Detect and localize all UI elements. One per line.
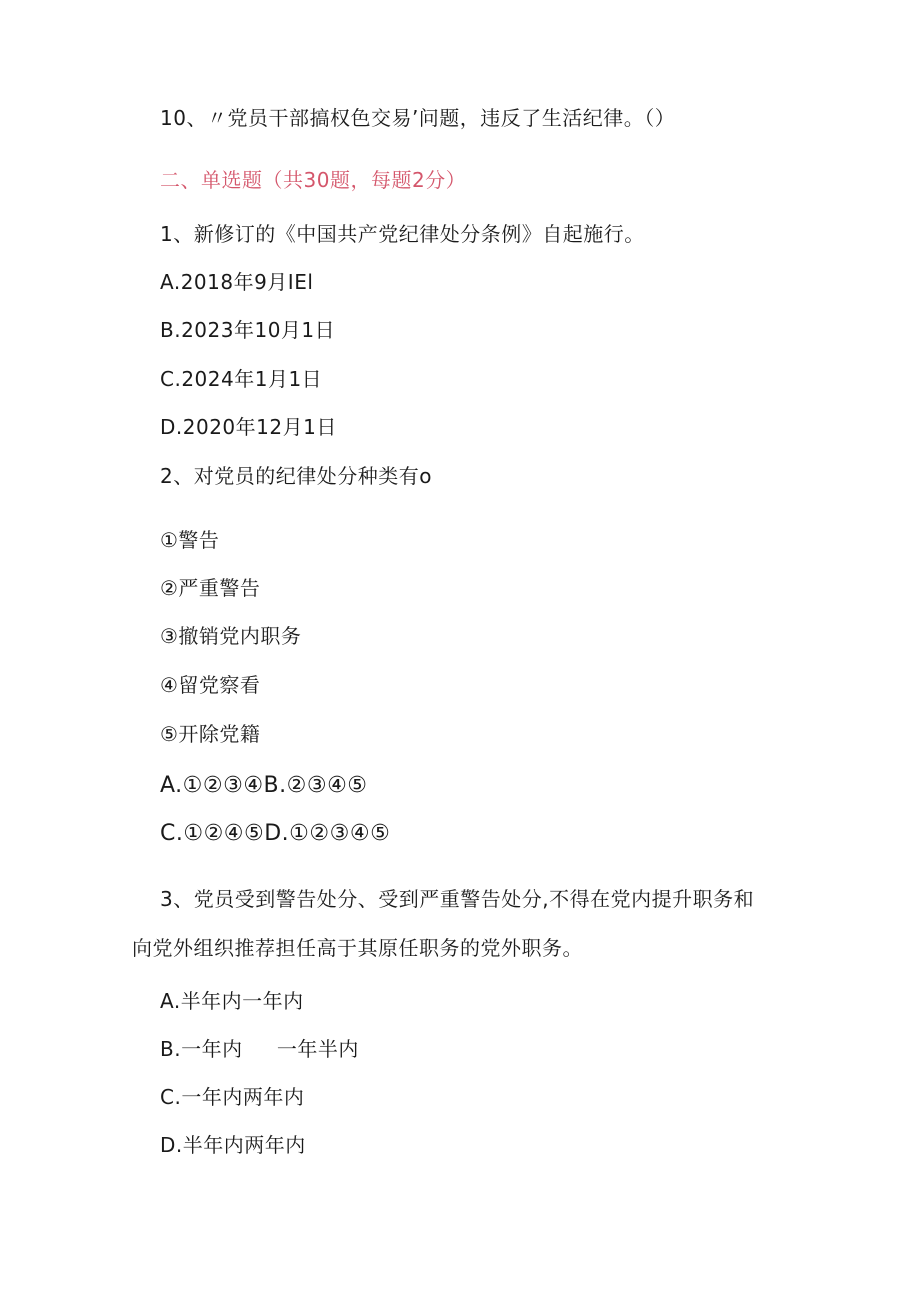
question-3-option-d: D.半年内两年内 <box>160 1133 306 1157</box>
question-1-option-b: B.2023年10月1日 <box>160 318 336 342</box>
question-2-item-1: ①警告 <box>160 528 220 552</box>
question-1-option-a: A.2018年9月IEl <box>160 270 314 294</box>
question-10: 10、〃党员干部搞权色交易’问题，违反了生活纪律。（） <box>160 106 676 130</box>
question-2-options-cd: C.①②④⑤D.①②③④⑤ <box>160 821 391 846</box>
question-2-options-ab: A.①②③④B.②③④⑤ <box>160 773 368 798</box>
question-3-option-b: B.一年内 一年半内 <box>160 1037 359 1061</box>
question-3-option-c: C.一年内两年内 <box>160 1085 305 1109</box>
question-3-stem-line-1: 3、党员受到警告处分、受到严重警告处分,不得在党内提升职务和 <box>160 887 755 911</box>
question-1-option-d: D.2020年12月1日 <box>160 415 337 439</box>
question-2-item-2: ②严重警告 <box>160 576 261 600</box>
question-2-stem: 2、对党员的纪律处分种类有o <box>160 464 432 488</box>
question-3-stem-line-2: 向党外组织推荐担任高于其原任职务的党外职务。 <box>132 936 583 960</box>
question-1-option-c: C.2024年1月1日 <box>160 367 323 391</box>
question-1-stem: 1、新修订的《中国共产党纪律处分条例》自起施行。 <box>160 222 645 246</box>
question-2-item-4: ④留党察看 <box>160 673 261 697</box>
section-heading: 二、单选题（共30题，每题2分） <box>160 168 467 192</box>
question-2-item-5: ⑤开除党籍 <box>160 722 261 746</box>
question-3-option-a: A.半年内一年内 <box>160 989 304 1013</box>
question-2-item-3: ③撤销党内职务 <box>160 624 302 648</box>
